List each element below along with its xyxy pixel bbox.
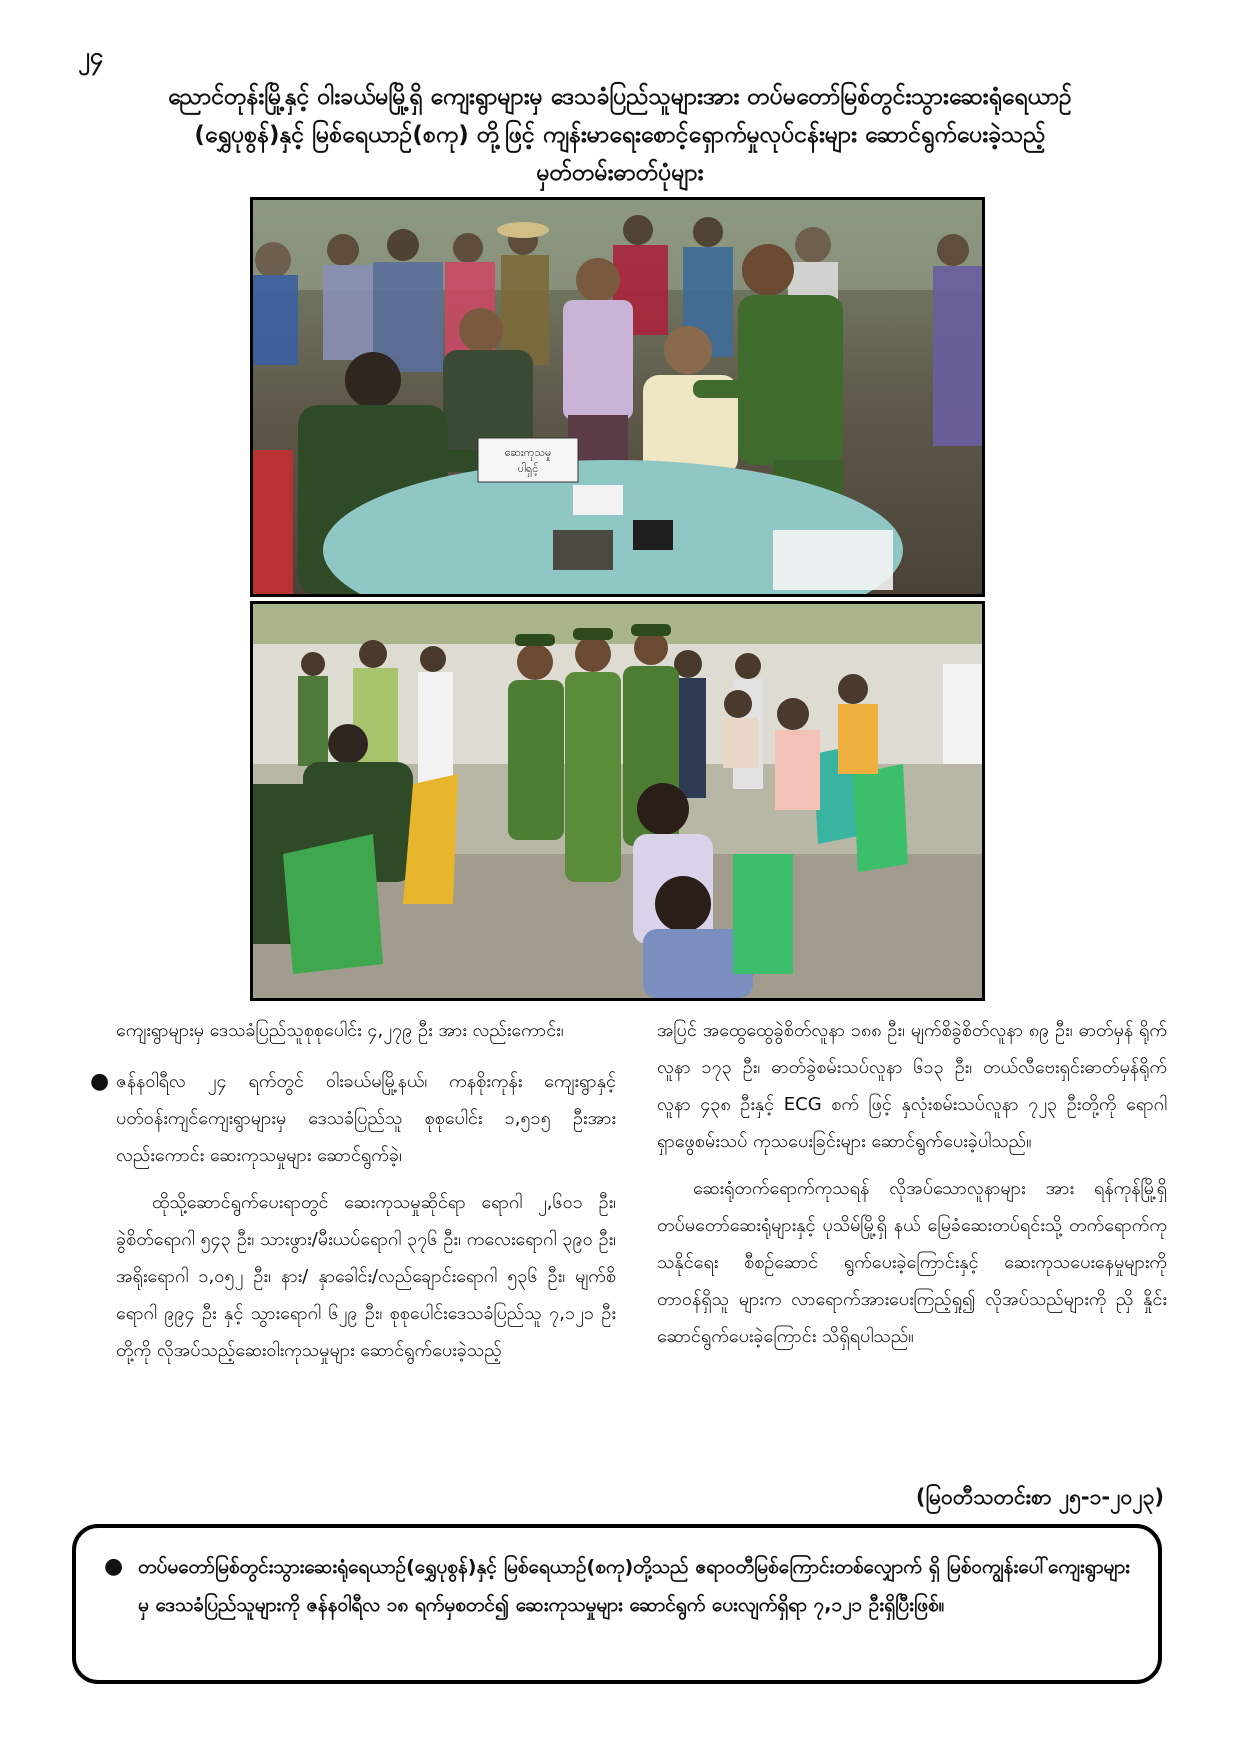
source-citation: (မြဝတီသတင်းစာ ၂၅-၁-၂၀၂၃) [915, 1485, 1164, 1509]
left-paragraph-1: ကျေးရွာများမှ ဒေသခံပြည်သူစုစုပေါင်း ၄,၂၇၉ ဦး အား လည်းကောင်း၊ [116, 1020, 564, 1041]
left-bullet-item [90, 1063, 616, 1174]
photo-officers-inspection [250, 601, 985, 1001]
photo-medical-checkup [250, 197, 985, 597]
table-sign-line-1: ဆေးကုသမှု [504, 446, 552, 459]
headline-line-3: မှတ်တမ်းဓာတ်ပုံများ [536, 160, 704, 186]
callout-bullet-item [104, 1548, 1130, 1624]
right-paragraph-1: အပြင် အထွေထွေခွဲစိတ်လူနာ ၁၈၈ ဦး၊ မျက်စိခွဲစိတ်လူနာ ၈၉ ဦး၊ ဓာတ်မှန် ရိုက်လူနာ ၁၇၃ ဦး၊ ဓာတ်ခွဲစမ်းသပ်လူနာ ၆၁၃ ဦး၊ တယ်လီဗေးရှင်းဓာတ်မှန်ရိုက်လူနာ ၄၃၈ ဦးနှင့် ECG စက် ဖြင့် နှလုံးစမ်းသပ်လူနာ ၇၂၃ ဦးတို့ကို ရောဂါရှာဖွေစမ်းသပ် ကုသပေးခြင်းများ ဆောင်ရွက်ပေးခဲ့ပါသည်။ [657, 1020, 1167, 1152]
table-sign-line-2: ပါရှင့် [517, 462, 539, 475]
summary-callout-box [72, 1524, 1162, 1684]
bullet-icon: ● [104, 1554, 124, 1579]
article-right-column [657, 1012, 1167, 1355]
article-left-column [90, 1012, 616, 1369]
left-bullet-text: ဇန်နဝါရီလ ၂၄ ရက်တွင် ဝါးခယ်မမြို့နယ်၊ ကနစိုးကုန်း ကျေးရွာနှင့် ပတ်ဝန်းကျင်ကျေးရွာများမှ ဒေသခံပြည်သူ စုစုပေါင်း ၁,၅၁၅ ဦးအားလည်းကောင်း ဆေးကုသမှုများ ဆောင်ရွက်ခဲ့၊ [116, 1071, 616, 1166]
callout-text: တပ်မတော်မြစ်တွင်းသွားဆေးရုံရေယာဉ်(ရွှေပုစွန်)နှင့် မြစ်ရေယာဉ်(စကု)တို့သည် ဧရာဝတီမြစ်ကြောင်းတစ်လျှောက် ရှိ မြစ်ဝကျွန်းပေါ်ကျေးရွာများမှ ဒေသခံပြည်သူများကို ဇန်နဝါရီလ ၁၈ ရက်မှစတင်၍ ဆေးကုသမှုများ ဆောင်ရွက် ပေးလျက်ရှိရာ ၇,၁၂၁ ဦးရှိပြီးဖြစ်။ [138, 1556, 1130, 1616]
photo-medical-checkup-illustration [253, 200, 982, 594]
photo-officers-inspection-illustration [253, 604, 982, 998]
page-number: ၂၄ [78, 42, 104, 70]
headline-line-2: (ရွှေပုစွန်)နှင့် မြစ်ရေယာဉ်(စကု) တို့ဖြင့် ကျန်းမာရေးစောင့်ရှောက်မှုလုပ်ငန်းများ ဆောင်ရွက်ပေးခဲ့သည့် [194, 122, 1046, 148]
page-headline [60, 78, 1180, 192]
right-paragraph-2: ဆေးရုံတက်ရောက်ကုသရန် လိုအပ်သောလူနာများ အား ရန်ကုန်မြို့ရှိ တပ်မတော်ဆေးရုံများနှင့် ပုသိမ်မြို့ရှိ နယ် မြေခံဆေးတပ်ရင်းသို့ တက်ရောက်ကုသနိုင်ရေး စီစဉ်ဆောင် ရွက်ပေးခဲ့ကြောင်းနှင့် ဆေးကုသပေးနေမှုများကို တာဝန်ရှိသူ များက လာရောက်အားပေးကြည့်ရှု၍ လိုအပ်သည်များကို ညှိ နှိုင်းဆောင်ရွက်ပေးခဲ့ကြောင်း သိရှိရပါသည်။ [657, 1178, 1167, 1347]
left-paragraph-2: ထိုသို့ဆောင်ရွက်ပေးရာတွင် ဆေးကုသမှုဆိုင်ရာ ရောဂါ ၂,၆၀၁ ဦး၊ ခွဲစိတ်ရောဂါ ၅၄၃ ဦး၊ သားဖွား/မီးယပ်ရောဂါ ၃၇၆ ဦး၊ ကလေးရောဂါ ၃၉၀ ဦး၊ အရိုးရောဂါ ၁,၀၅၂ ဦး၊ နား/ နှာခေါင်း/လည်ချောင်းရောဂါ ၅၃၆ ဦး၊ မျက်စိရောဂါ ၉၉၄ ဦး နှင့် သွားရောဂါ ၆၂၉ ဦး၊ စုစုပေါင်းဒေသခံပြည်သူ ၇,၁၂၁ ဦး တို့ကို လိုအပ်သည့်ဆေးဝါးကုသမှုများ ဆောင်ရွက်ပေးခဲ့သည့် [116, 1192, 616, 1361]
headline-line-1: ညောင်တုန်းမြို့နှင့် ဝါးခယ်မမြို့ရှိ ကျေးရွာများမှ ဒေသခံပြည်သူများအား တပ်မတော်မြစ်တွင်းသွားဆေးရုံရေယာဉ် [168, 84, 1072, 110]
bullet-icon: ● [90, 1069, 110, 1094]
